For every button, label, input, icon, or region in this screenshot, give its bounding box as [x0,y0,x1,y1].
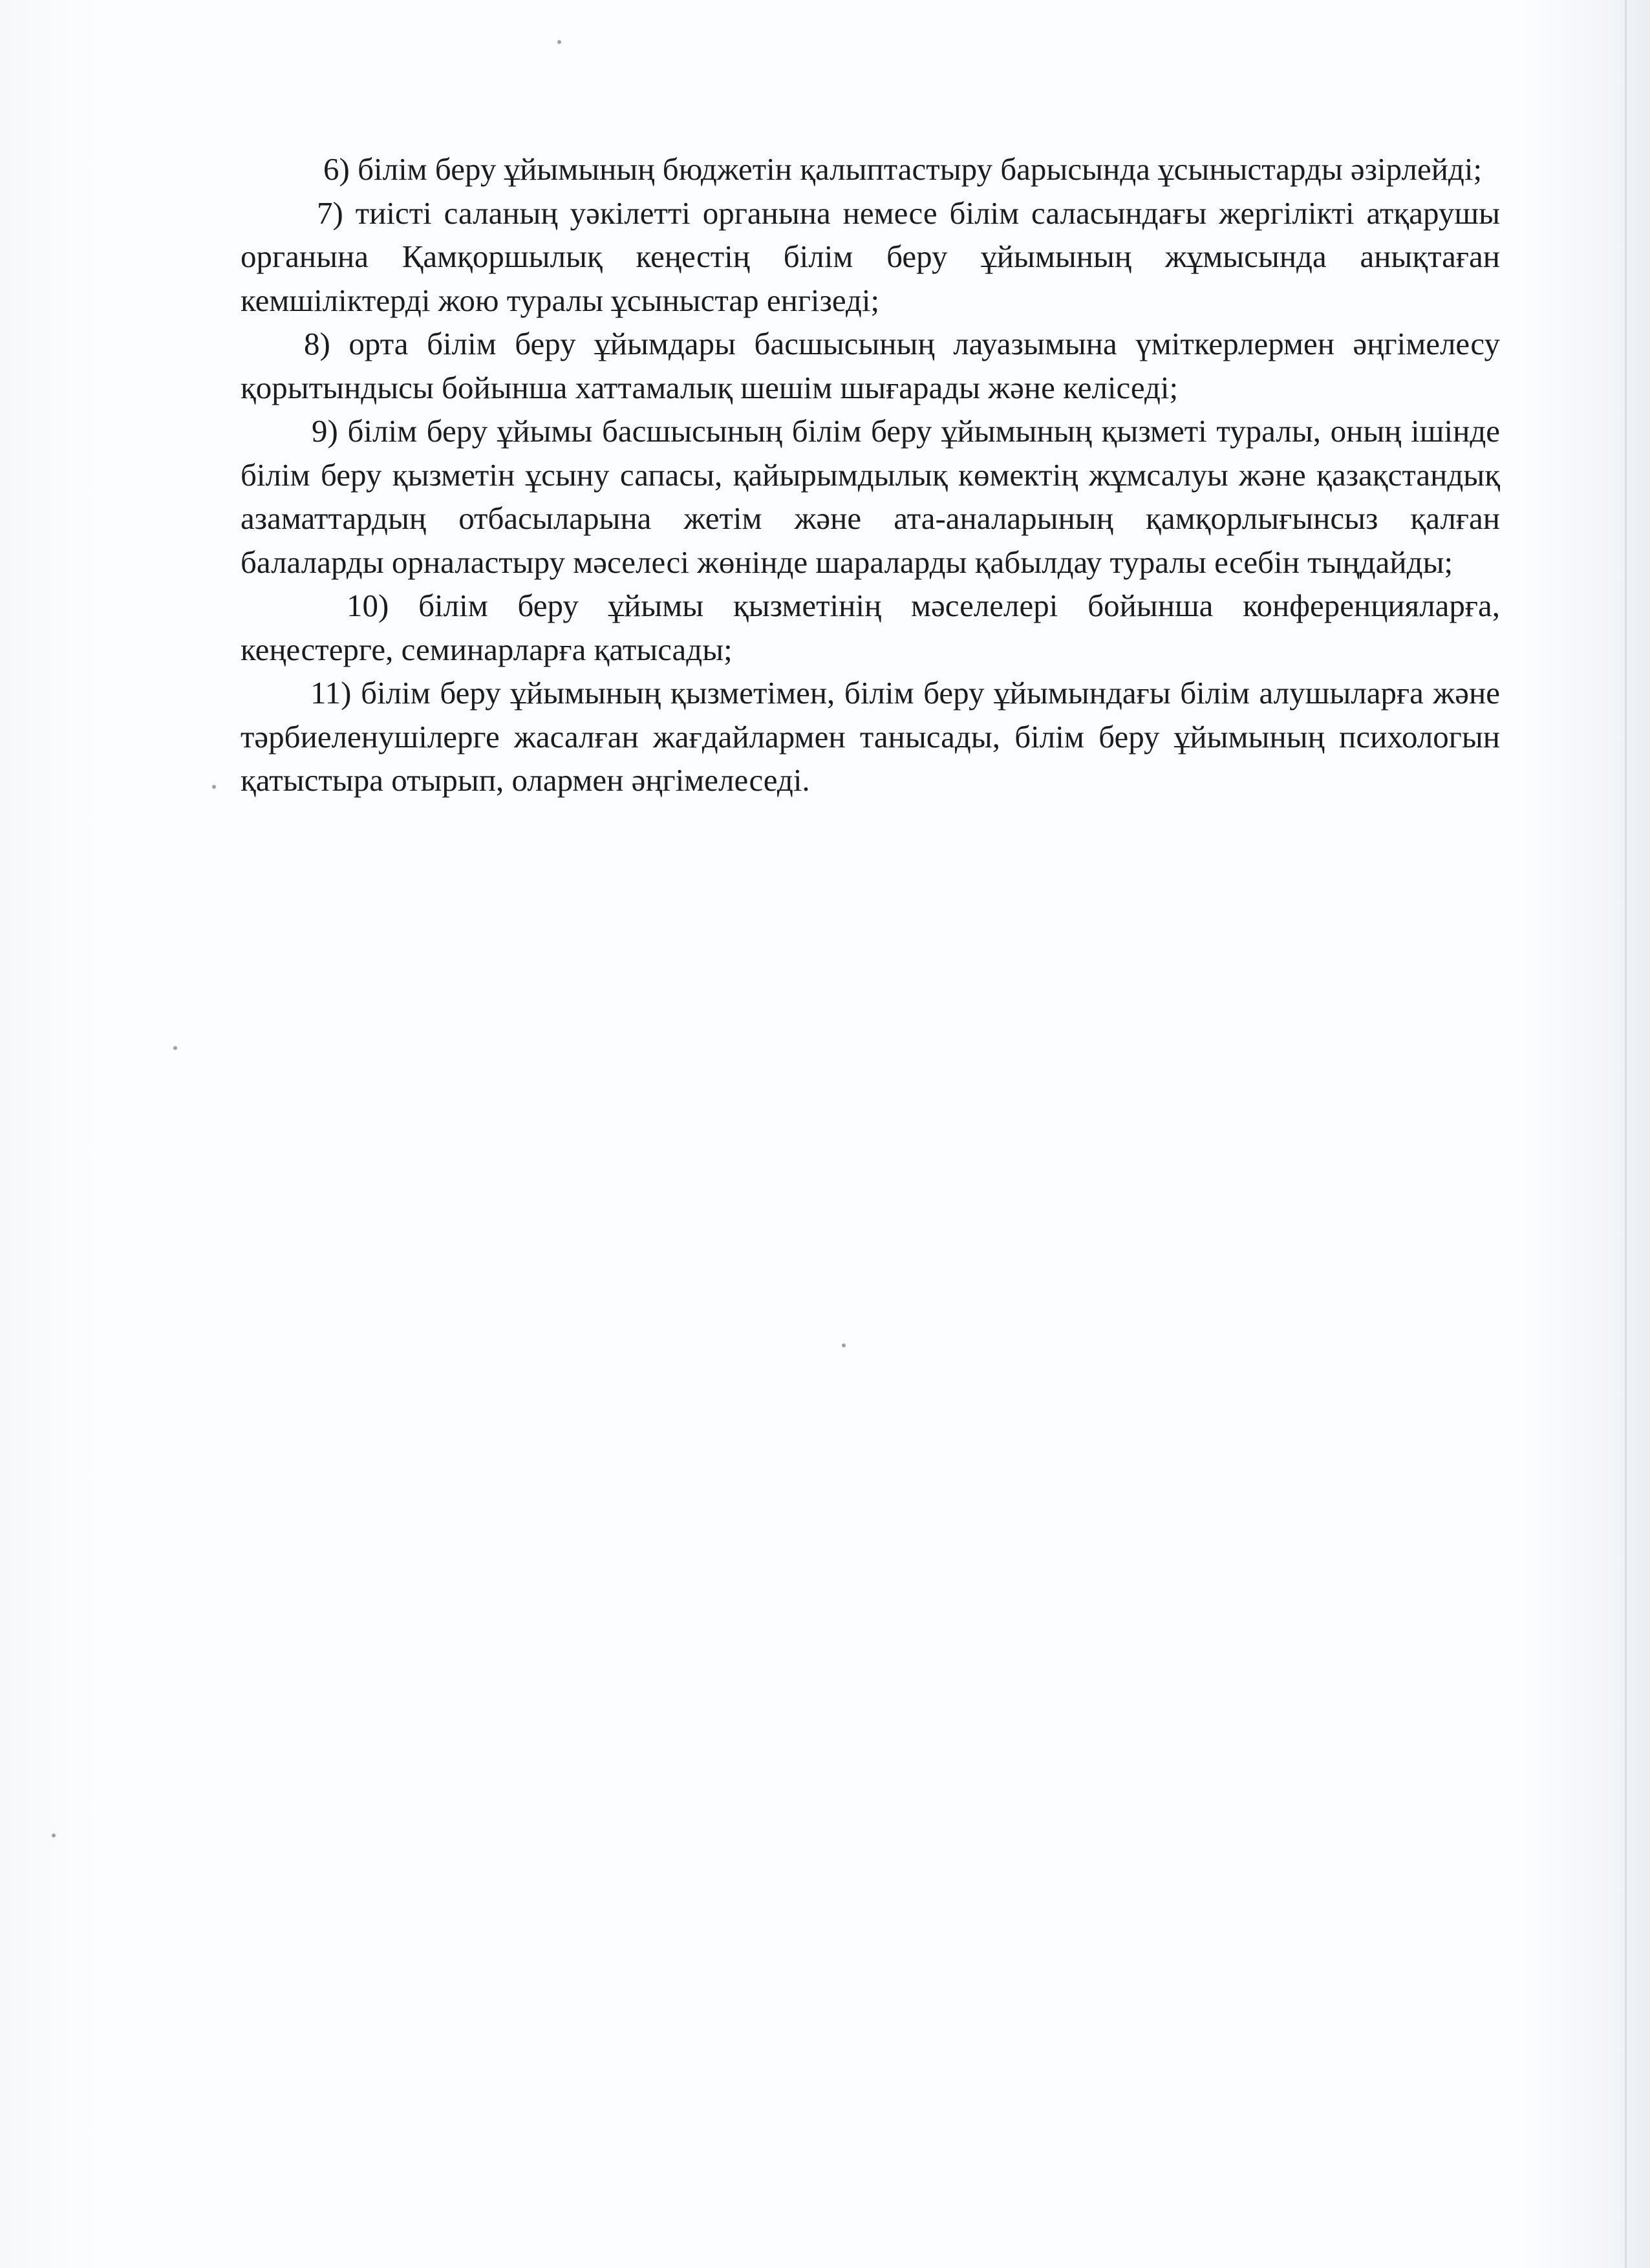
paragraph-item-7: 7) тиісті саланың уәкілетті органына немесе білім саласындағы жергілікті атқарушы органына Қамқоршылық кеңестің білім беру ұйымының жұмысында анықтаған кемшіліктерді жою туралы ұсыныстар енгізеді; [241,195,1500,318]
paragraph-item-8: 8) орта білім беру ұйымдары басшысының лауазымына үміткерлермен әңгімелесу қорытындысы бойынша хаттамалық шешім шығарады және келіседі; [241,326,1500,405]
paragraph-item-10: 10) білім беру ұйымы қызметінің мәселелері бойынша конференцияларға, кеңестерге, семинарларға қатысады; [241,588,1500,667]
paragraph-item-9: 9) білім беру ұйымы басшысының білім беру ұйымының қызметі туралы, оның ішінде білім беру қызметін ұсыну сапасы, қайырымдылық көмектің жұмсалуы және қазақстандық азаматтардың отбасыларына жетім және ата-аналарының қамқорлығынсыз қалған балаларды орналастыру мәселесі жөнінде шараларды қабылдау туралы есебін тыңдайды; [241,413,1500,580]
paragraph-item-11: 11) білім беру ұйымының қызметімен, білім беру ұйымындағы білім алушыларға және тәрбиеленушілерге жасалған жағдайлармен танысады, білім беру ұйымының психологын қатыстыра отырып, олармен әңгімелеседі. [241,675,1500,798]
scan-speck [842,1343,846,1347]
scan-speck [212,785,216,789]
scan-speck [173,1046,177,1050]
page-edge-shadow [1625,0,1627,2268]
paragraph-item-6: 6) білім беру ұйымының бюджетін қалыптастыру барысында ұсыныстарды әзірлейді; [323,151,1483,187]
scan-speck [557,40,561,44]
document-body [241,147,1500,802]
scan-speck [52,1834,56,1837]
